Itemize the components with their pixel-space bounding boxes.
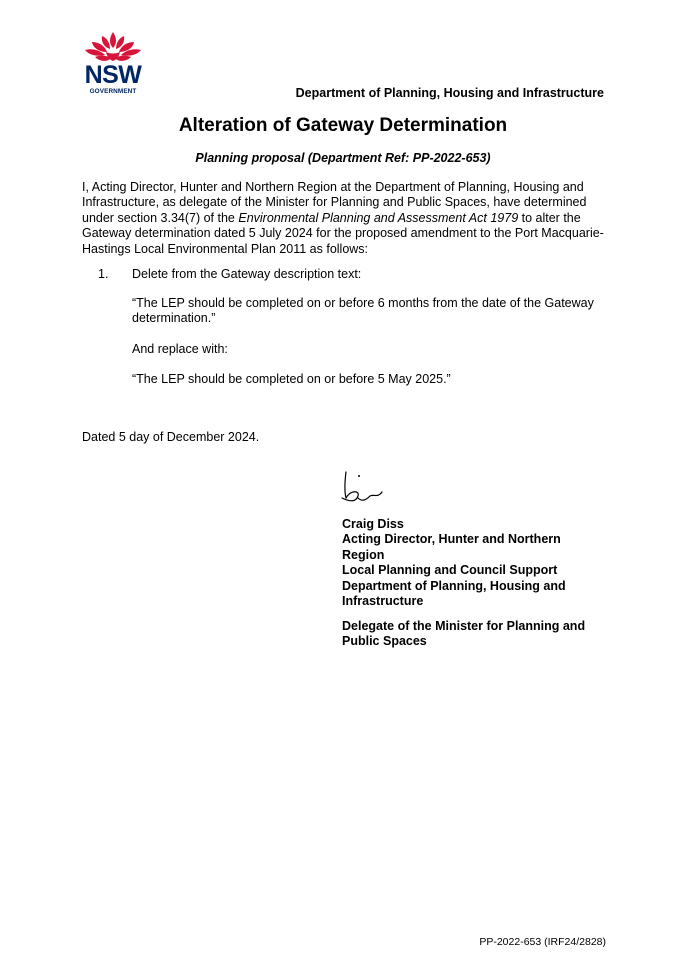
nsw-government-logo	[80, 30, 148, 100]
dated-line: Dated 5 day of December 2024.	[82, 430, 260, 444]
item-instruction: Delete from the Gateway description text:	[132, 267, 362, 281]
old-text-quote: “The LEP should be completed on or before 6 months from the date of the Gateway determination.”	[132, 296, 594, 326]
signatory-title: Acting Director, Hunter and Northern Region	[342, 532, 561, 562]
waratah-icon	[80, 30, 146, 64]
document-title: Alteration of Gateway Determination	[178, 115, 508, 136]
item-number: 1.	[98, 267, 109, 281]
act-name: Environmental Planning and Assessment Act 1979	[238, 210, 519, 225]
intro-text-after: to alter the Gateway determination dated 5 July 2024 for the proposed amendment to the Port Macquarie-Hastings Local Environmental Plan 2011 as follows:	[82, 210, 604, 256]
replace-label: And replace with:	[132, 342, 228, 356]
department-header: Department of Planning, Housing and Infrastructure	[295, 86, 604, 100]
signatory-department: Department of Planning, Housing and Infrastructure	[342, 578, 566, 609]
signature-image	[336, 468, 392, 514]
signatory-block	[342, 517, 602, 609]
intro-paragraph	[82, 180, 612, 257]
signatory-name: Craig Diss	[342, 517, 404, 531]
document-subtitle: Planning proposal (Department Ref: PP-2022-653)	[195, 151, 491, 165]
footer-reference: PP-2022-653 (IRF24/2828)	[479, 936, 606, 948]
new-text-quote: “The LEP should be completed on or before 5 May 2025.”	[132, 372, 451, 386]
logo-subtext: GOVERNMENT	[89, 88, 137, 95]
logo-wordmark: NSW	[84, 61, 142, 89]
signatory-unit: Local Planning and Council Support	[342, 563, 558, 578]
intro-text-before: I, Acting Director, Hunter and Northern Region at the Department of Planning, Housing and Infrastructure, as delegate of the Minister for Planning and Public Spaces, have determined under section 3.34(7) of the	[82, 180, 587, 225]
delegate-statement: Delegate of the Minister for Planning and Public Spaces	[342, 619, 586, 649]
